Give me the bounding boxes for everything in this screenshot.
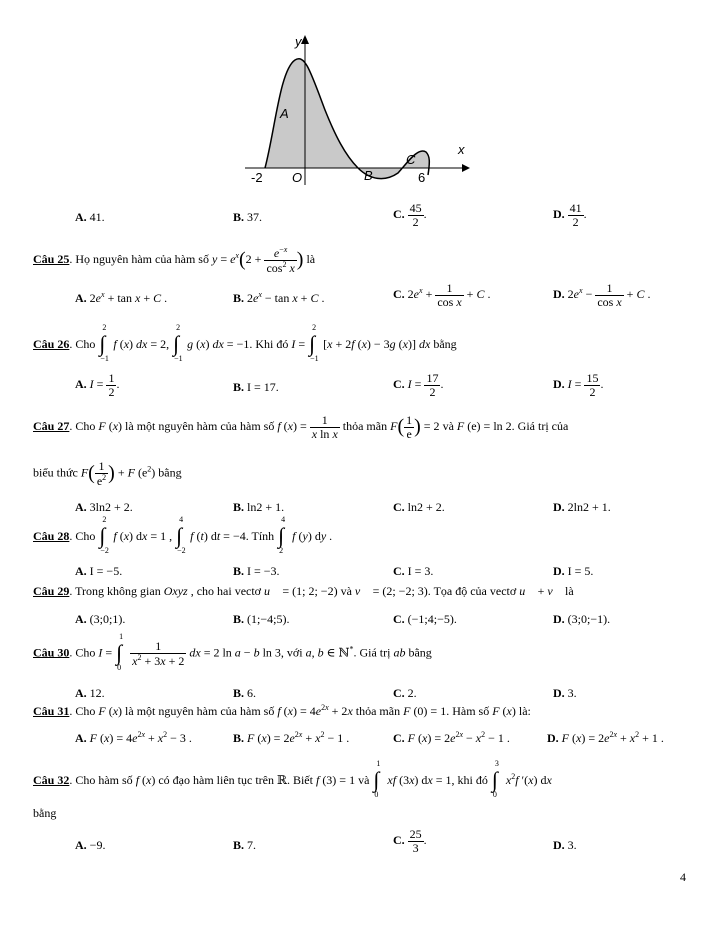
q32-option-d[interactable]: D. 3. <box>553 838 577 852</box>
q32-option-a[interactable]: A. −9. <box>75 838 106 852</box>
q28-option-b[interactable]: B. I = −3. <box>233 564 280 578</box>
q30-option-a[interactable]: A. 12. <box>75 686 105 700</box>
q25-option-d[interactable]: D. $2e^x$ − $\frac{1}{\text{cos x}}$ + C . <box>553 281 651 309</box>
question-26: Câu 26. Cho 2 ∫ −1 f (x) dx = 2, 2 ∫ −1 g (x) dx = −1. Khi đó I = 2 ∫ −1 [x + 2f (x) − 3g (x)] dx bằng <box>33 323 457 363</box>
q26-option-a[interactable]: A. I = $\frac{1}{2}$ . <box>75 371 120 399</box>
region-c-label: C <box>406 152 416 167</box>
page-number: 4 <box>680 870 686 884</box>
q31-option-a[interactable]: A. F $(x) = 4e^{2x} + x^2 - 3$ . <box>75 730 192 745</box>
q26-option-b[interactable]: B. I = 17. <box>233 380 279 394</box>
q29-option-d[interactable]: D. (3;0;−1). <box>553 612 611 626</box>
tick-origin: O <box>292 170 303 185</box>
q28-option-a[interactable]: A. I = −5. <box>75 564 123 578</box>
q24-option-b[interactable]: B. 37. <box>233 210 263 224</box>
question-29: Câu 29. Trong không gian Oxyz , cho hai vectơ u⃗ = (1; 2; −2) và v⃗ = (2; −2; 3). Tọa độ của vectơ u⃗ + v⃗ là <box>33 584 574 598</box>
region-a-label: A <box>280 106 289 121</box>
q28-option-d[interactable]: D. I = 5. <box>553 564 594 578</box>
q27-option-a[interactable]: A. 3ln2 + 2. <box>75 500 133 514</box>
q30-option-b[interactable]: B. 6. <box>233 686 257 700</box>
q30-option-d[interactable]: D. 3. <box>553 686 577 700</box>
q31-option-c[interactable]: C. F $(x) = 2e^{2x} - x^2 - 1$ . <box>393 730 510 745</box>
question-27-line2: biểu thức F( $\frac{1}{e^2}$ ) + F $(e^2)$ bằng <box>33 459 182 488</box>
q26-option-d[interactable]: D. I = $\frac{15}{2}$ . <box>553 371 604 399</box>
area-graph-figure <box>240 30 480 190</box>
q27-option-b[interactable]: B. ln2 + 1. <box>233 500 285 514</box>
x-label: x <box>458 142 465 157</box>
q27-option-d[interactable]: D. 2ln2 + 1. <box>553 500 611 514</box>
q26-option-c[interactable]: C. I = $\frac{17}{2}$ . <box>393 371 444 399</box>
question-31: Câu 31. Cho F (x) là một nguyên hàm của hàm số f $(x) = 4e^{2x} + 2x$ thỏa mãn F (0) = 1. Hàm số F (x) là: <box>33 703 531 718</box>
q28-option-c[interactable]: C. I = 3. <box>393 564 434 578</box>
tick-neg2: -2 <box>251 170 263 185</box>
region-b-label: B <box>364 168 373 183</box>
question-27: Câu 27. Cho F (x) là một nguyên hàm của hàm số f (x) = $\frac{1}{\text{x ln x}}$ thỏa mãn F( $\frac{1}{e}$ ) = 2 và F (e) = ln 2. Giá trị của <box>33 413 569 441</box>
q24-option-a[interactable]: A. 41. <box>75 210 105 224</box>
q32-option-b[interactable]: B. 7. <box>233 838 257 852</box>
question-32-line2: bằng <box>33 806 57 820</box>
q29-option-a[interactable]: A. (3;0;1). <box>75 612 126 626</box>
q29-option-b[interactable]: B. (1;−4;5). <box>233 612 290 626</box>
question-30: Câu 30. Cho I = 1 ∫ 0 $\frac{1}{x^2 + 3x + 2}$ dx = 2 ln a − b ln 3, với a, b ∈ ℕ*. Giá trị ab bằng <box>33 631 432 672</box>
question-32: Câu 32. Cho hàm số f (x) có đạo hàm liên tục trên ℝ. Biết f (3) = 1 và 1 ∫ 0 xf (3x) dx = 1, khi đó 3 ∫ 0 $x^2f$ ′(x) dx <box>33 759 552 799</box>
q30-option-c[interactable]: C. 2. <box>393 686 417 700</box>
y-label: y <box>295 34 302 49</box>
q24-option-d[interactable]: D. $\frac{41}{2}$ . <box>553 201 587 229</box>
q25-option-a[interactable]: A. $2e^x + \tan x + C$ . <box>75 290 168 305</box>
question-25: Câu 25. Họ nguyên hàm của hàm số $y = e^x(2$ + $\frac{e^{-x}}{\cos^2 x}$ ) là <box>33 245 316 275</box>
q25-option-c[interactable]: C. $2e^x$ + $\frac{1}{\text{cos x}}$ + C . <box>393 281 491 309</box>
q29-option-c[interactable]: C. (−1;4;−5). <box>393 612 457 626</box>
q32-option-c[interactable]: C. $\frac{25}{3}$ . <box>393 827 427 855</box>
question-28: Câu 28. Cho 2 ∫ −2 f (x) dx = 1 , 4 ∫ −2 f (t) dt = −4. Tính 4 ∫ 2 f (y) dy . <box>33 515 333 555</box>
tick-6: 6 <box>418 170 426 185</box>
q31-option-b[interactable]: B. F $(x) = 2e^{2x} + x^2 - 1$ . <box>233 730 350 745</box>
q27-option-c[interactable]: C. ln2 + 2. <box>393 500 445 514</box>
q25-option-b[interactable]: B. $2e^x - \tan x + C$ . <box>233 290 325 305</box>
q31-option-d[interactable]: D. F $(x) = 2e^{2x} + x^2 + 1$ . <box>547 730 664 745</box>
q24-option-c[interactable]: C. $\frac{45}{2}$ . <box>393 201 427 229</box>
